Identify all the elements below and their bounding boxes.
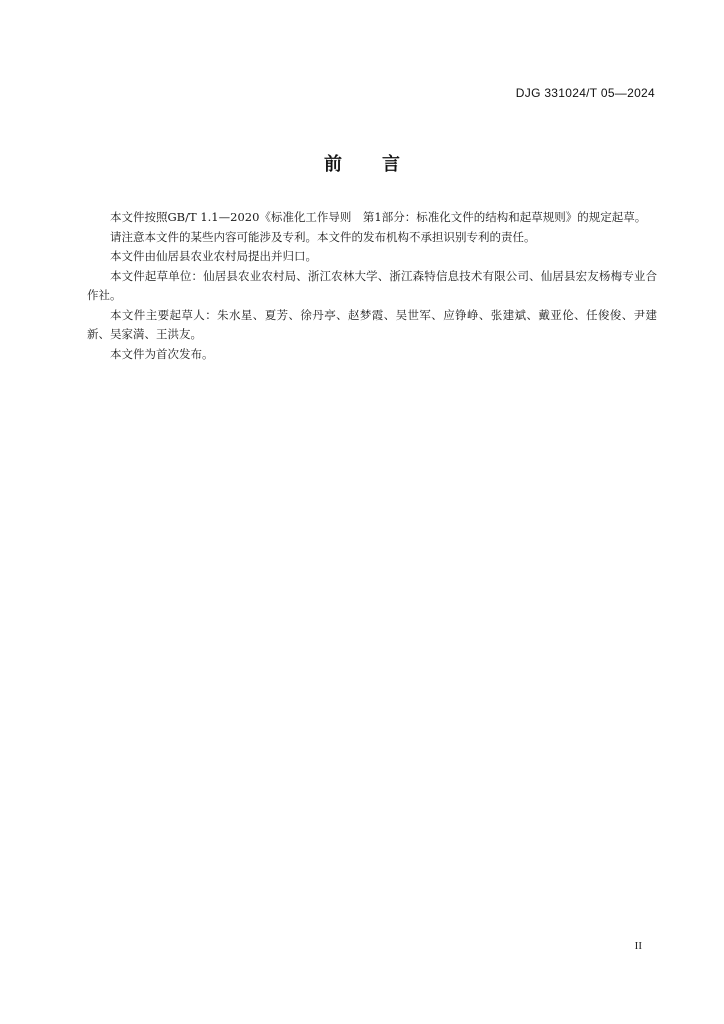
paragraph-drafters: 本文件主要起草人：朱水星、夏芳、徐丹亭、赵梦霞、吴世军、应铮峥、张建斌、戴亚伦、任俊俊、尹建新、吴家満、王洪友。 (87, 307, 657, 341)
paragraph-drafting-rules: 本文件按照GB/T 1.1—2020《标准化工作导则 第1部分：标准化文件的结构和起草规则》的规定起草。 (110, 210, 647, 224)
paragraph-first-release: 本文件为首次发布。 (110, 346, 214, 361)
paragraph-drafting-units: 本文件起草单位：仙居县农业农村局、浙江农林大学、浙江森特信息技术有限公司、仙居县宏友杨梅专业合作社。 (87, 268, 657, 302)
page-number: II (634, 940, 642, 952)
paragraph-proposer: 本文件由仙居县农业农村局提出并归口。 (110, 249, 317, 263)
foreword-body (87, 208, 657, 364)
document-code: DJG 331024/T 05—2024 (515, 86, 655, 100)
paragraph-patent-notice: 请注意本文件的某些内容可能涉及专利。本文件的发布机构不承担识别专利的责任。 (110, 229, 536, 244)
page-title: 前言 (324, 154, 440, 175)
